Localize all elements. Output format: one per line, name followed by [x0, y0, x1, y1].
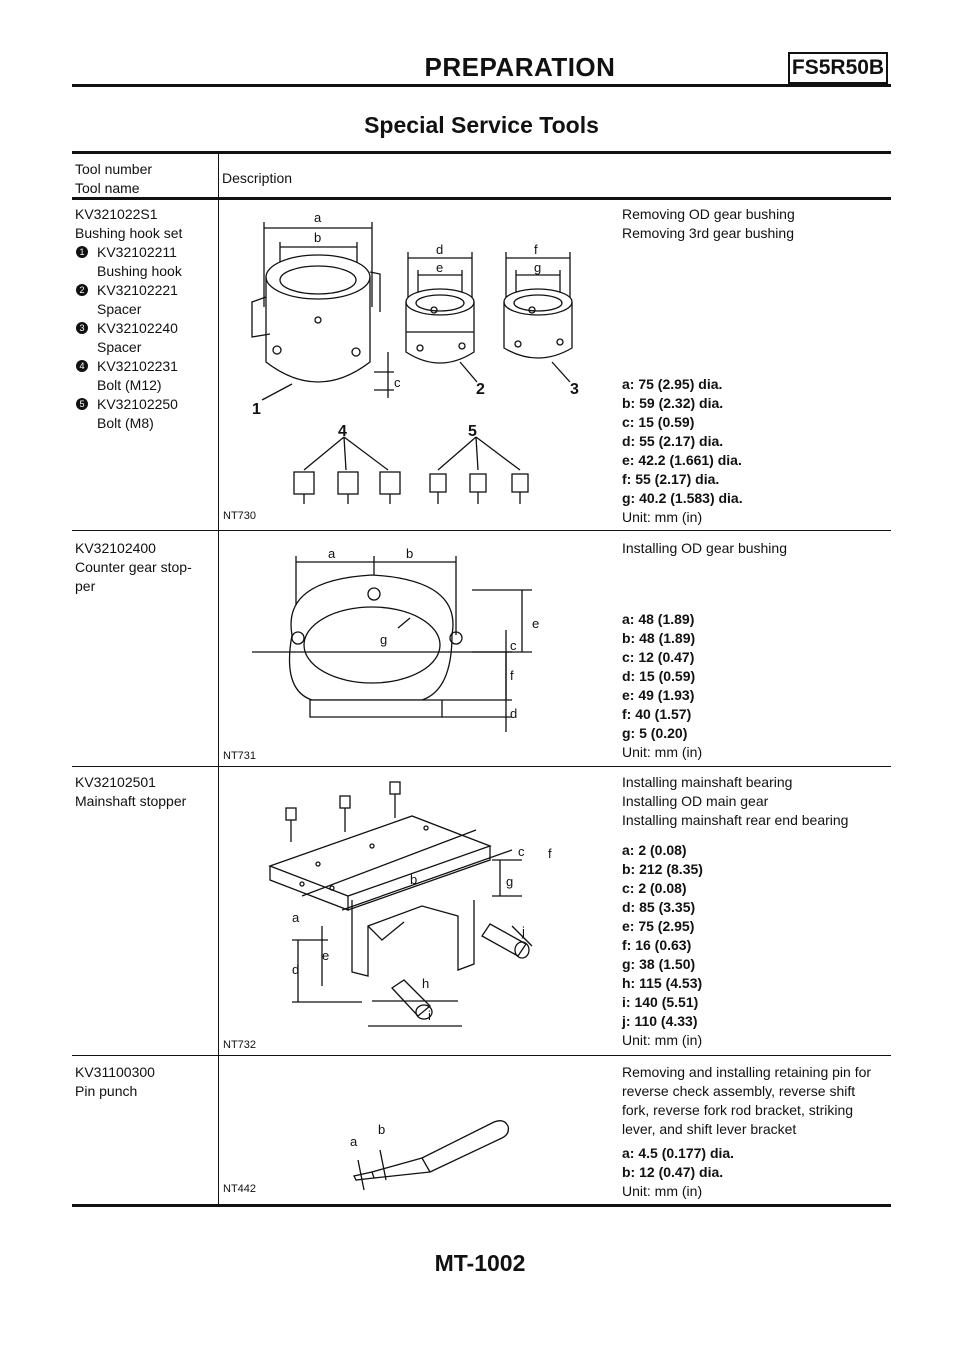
spec-list: a: 4.5 (0.177) dia. b: 12 (0.47) dia. Unit: mm (in)	[622, 1145, 735, 1199]
dim-label: g	[534, 260, 542, 275]
tool-column-header: Tool number Tool name	[75, 161, 153, 196]
description-cell: Installing OD gear bushing	[622, 540, 787, 556]
tool-cell: KV32102501 Mainshaft stopper	[75, 774, 187, 809]
description-cell: Removing OD gear bushing Removing 3rd gear bushing	[622, 206, 795, 241]
part-item: 4 KV32102231	[75, 357, 215, 376]
figure-code: NT730	[223, 510, 257, 522]
dim-label: i	[428, 1008, 431, 1023]
pin-punch-figure	[222, 1100, 618, 1200]
dim-label: e	[532, 616, 540, 631]
dim-label: f	[510, 668, 514, 683]
column-divider	[218, 153, 219, 1204]
counter-gear-stopper-figure	[222, 540, 618, 750]
dim-label: b	[410, 872, 418, 887]
part-item: 3 KV32102240	[75, 319, 215, 338]
dim-label: e	[322, 948, 330, 963]
dim-label: d	[510, 706, 518, 721]
row-divider	[72, 766, 891, 767]
part-item: 2 KV32102221	[75, 281, 215, 300]
dim-label: a	[314, 210, 322, 225]
dim-label: j	[522, 924, 525, 939]
table-bottom-rule	[72, 1204, 891, 1207]
header-rule	[72, 84, 891, 87]
figure-code: NT731	[223, 750, 257, 762]
page-title: Special Service Tools	[364, 112, 599, 138]
dim-label: a	[350, 1134, 358, 1149]
dim-label: b	[378, 1122, 386, 1137]
dim-label: b	[406, 546, 414, 561]
dim-label: h	[422, 976, 430, 991]
row-divider	[72, 530, 891, 531]
part-callout: 3	[570, 381, 579, 398]
figure-code: NT732	[223, 1039, 257, 1051]
dim-label: a	[328, 546, 336, 561]
spec-list: a: 2 (0.08) b: 212 (8.35) c: 2 (0.08) d: 85 (3.35) e: 75 (2.95) f: 16 (0.63) g: 38 (1.50) h: 115 (4.53) i: 140 (5.51) j: 110 (4.33) Unit: mm (in)	[622, 842, 703, 1048]
dim-label: g	[506, 874, 514, 889]
dim-label: c	[510, 638, 517, 653]
section-title: PREPARATION	[424, 52, 616, 82]
row-divider	[72, 1055, 891, 1056]
part-item: 5 KV32102250	[75, 395, 215, 414]
dim-label: g	[380, 632, 388, 647]
part-callout: 1	[252, 401, 261, 418]
description-cell: Installing mainshaft bearing Installing OD main gear Installing mainshaft rear end bearing	[622, 774, 849, 828]
tool-cell: KV31100300 Pin punch	[75, 1064, 155, 1099]
table-top-rule	[72, 151, 891, 154]
dim-label: c	[518, 844, 525, 859]
figure-code: NT442	[223, 1183, 257, 1195]
dim-label: d	[292, 962, 300, 977]
tool-cell: KV321022S1 Bushing hook set 1 KV32102211 Bushing hook 2 KV32102221 Spacer 3 KV32102240 Spacer 4 KV32102231 Bolt (M12) 5 KV32102250 Bolt (M8)	[75, 205, 215, 433]
dim-label: e	[436, 260, 444, 275]
dim-label: a	[292, 910, 300, 925]
dim-label: d	[436, 242, 444, 257]
model-code-badge: FS5R50B	[788, 52, 888, 84]
dim-label: f	[534, 242, 538, 257]
mainshaft-stopper-figure	[222, 776, 618, 1041]
part-callout: 2	[476, 381, 485, 398]
tool-cell: KV32102400 Counter gear stop- per	[75, 540, 192, 594]
part-item: 1 KV32102211	[75, 243, 215, 262]
dim-label: f	[548, 846, 552, 861]
dim-label: b	[314, 230, 322, 245]
page-number: MT-1002	[434, 1250, 526, 1276]
part-callout: 4	[338, 423, 347, 440]
spec-list: a: 48 (1.89) b: 48 (1.89) c: 12 (0.47) d: 15 (0.59) e: 49 (1.93) f: 40 (1.57) g: 5 (0.20) Unit: mm (in)	[622, 611, 703, 760]
dim-label: c	[394, 375, 401, 390]
description-cell: Removing and installing retaining pin for reverse check assembly, reverse shift fork, reverse fork rod bracket, striking lever, and shift lever bracket	[622, 1064, 872, 1137]
bushing-hook-set-figure	[222, 202, 618, 512]
spec-list: a: 75 (2.95) dia. b: 59 (2.32) dia. c: 15 (0.59) d: 55 (2.17) dia. e: 42.2 (1.661) dia. f: 55 (2.17) dia. g: 40.2 (1.583) dia. Unit: mm (in)	[622, 376, 743, 525]
part-callout: 5	[468, 423, 477, 440]
description-column-header: Description	[222, 170, 293, 186]
